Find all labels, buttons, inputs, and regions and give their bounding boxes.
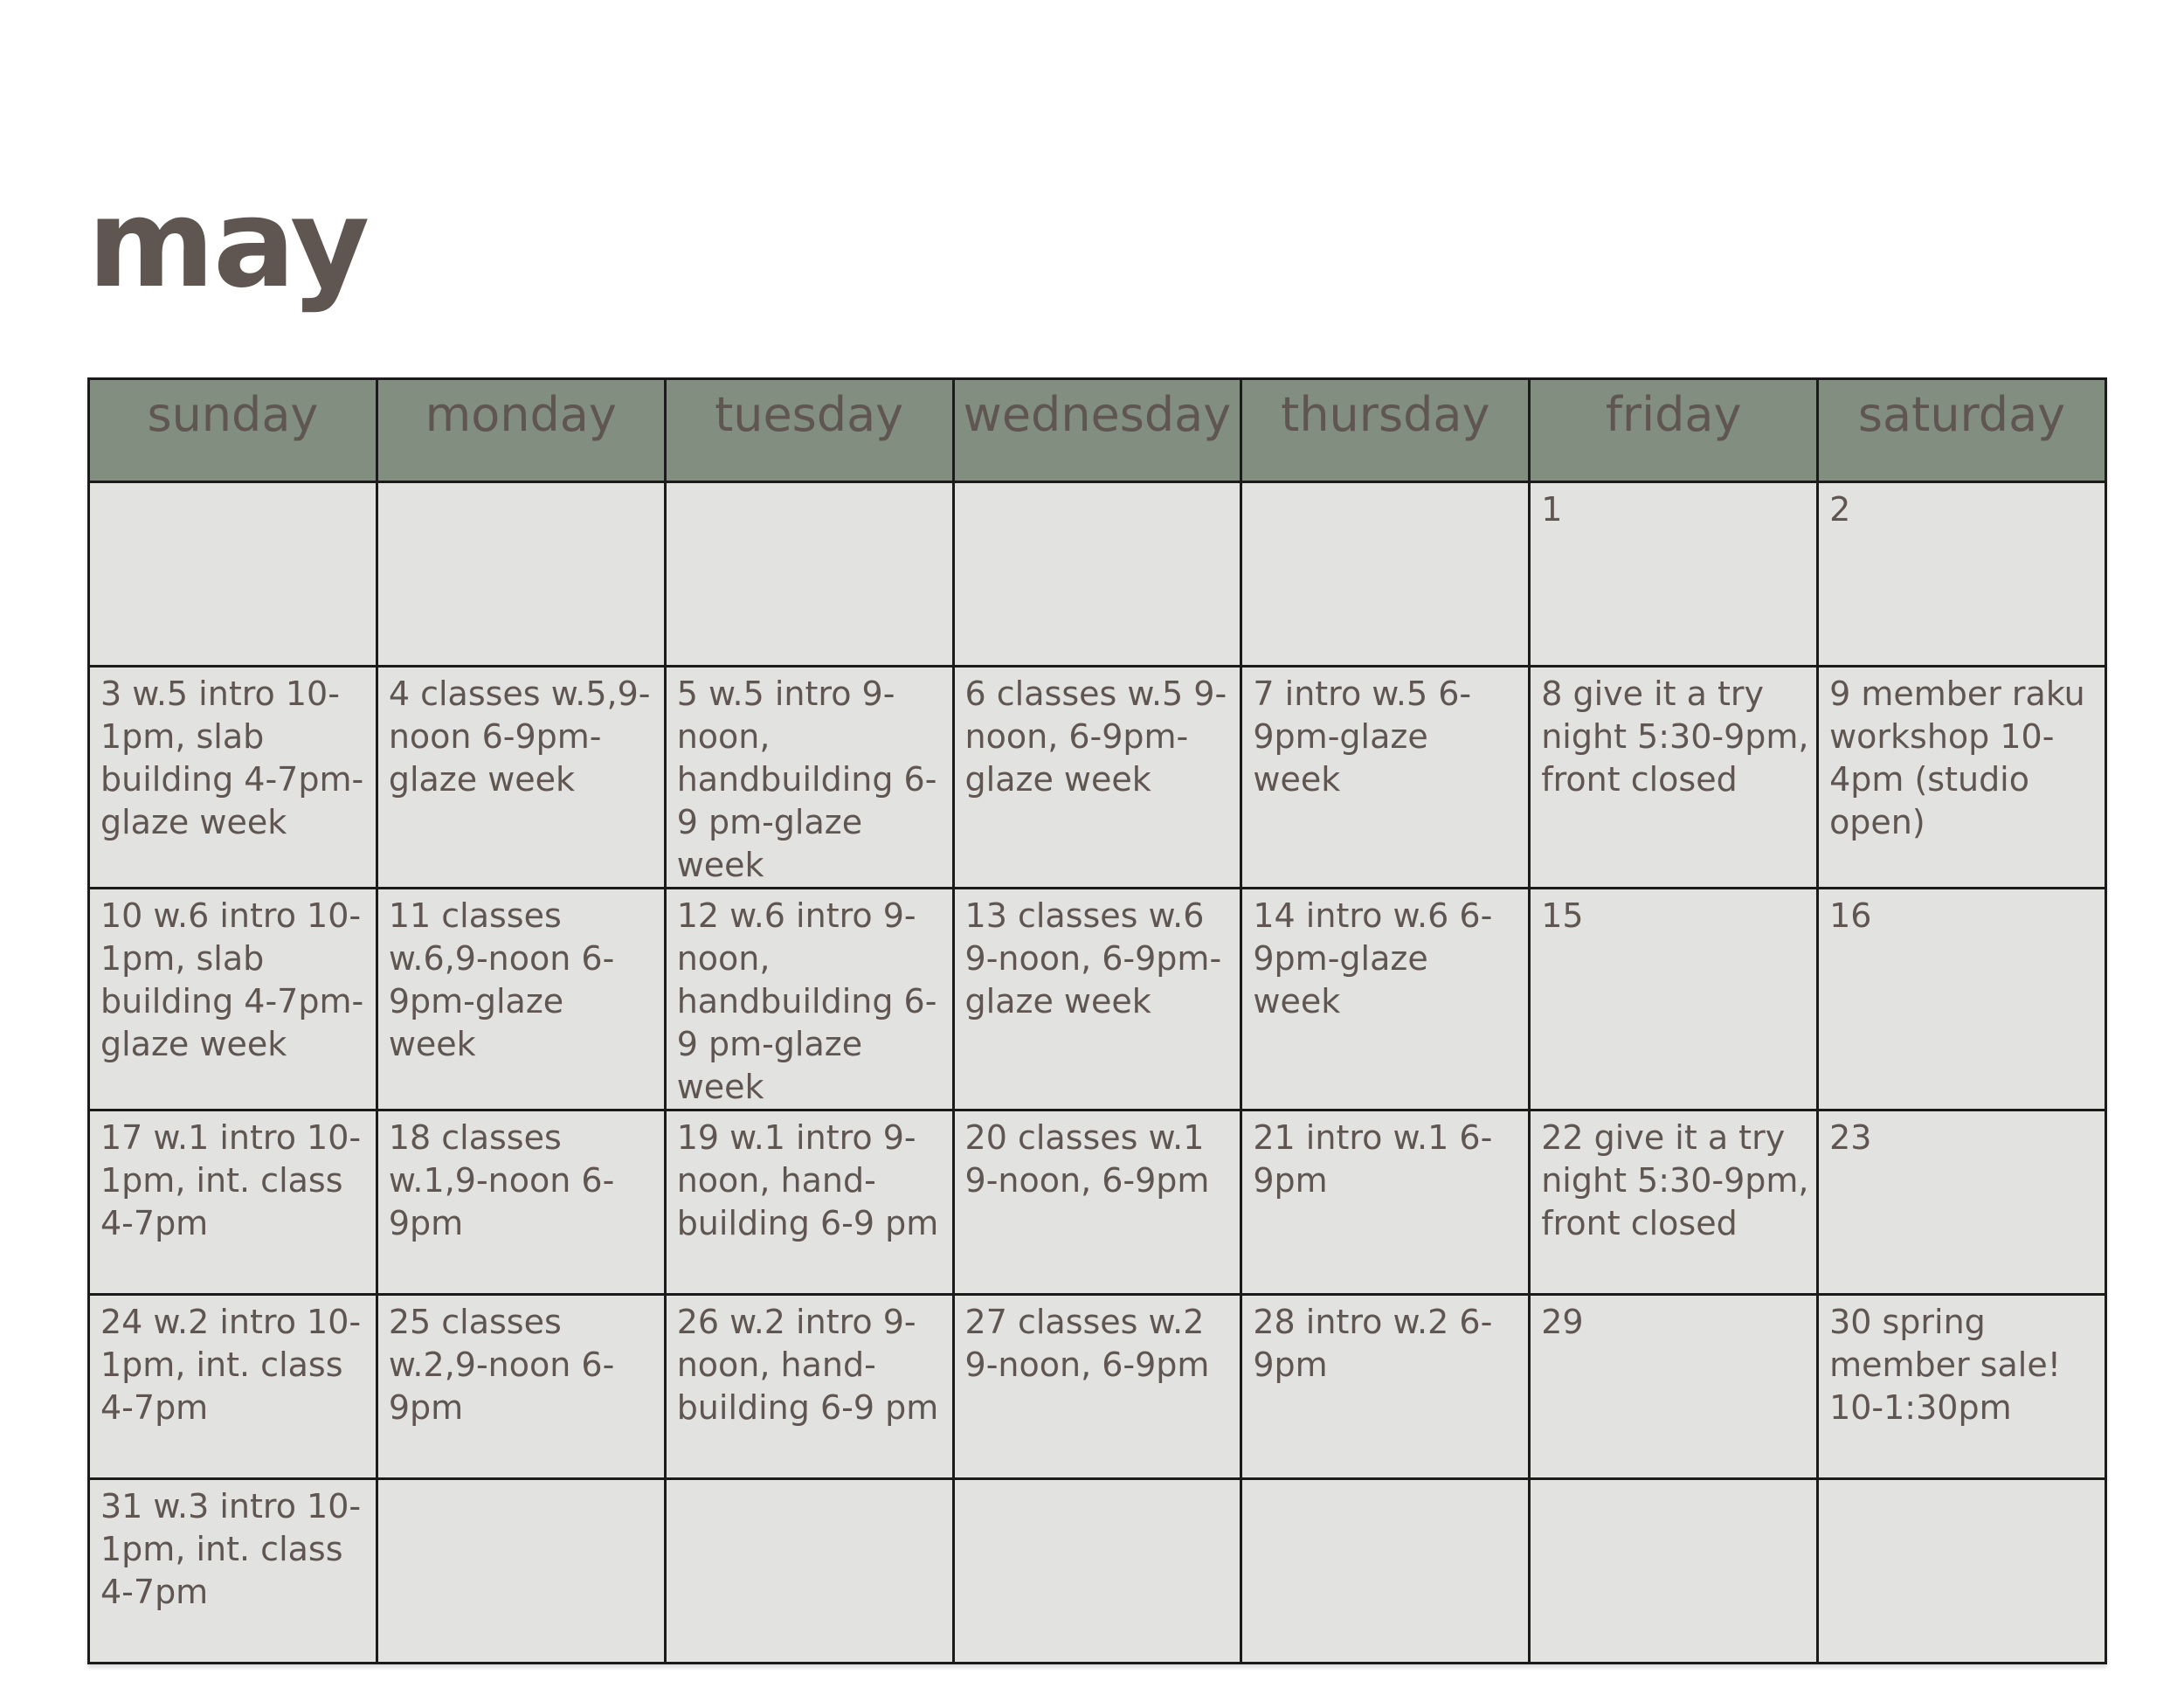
day-cell [1818,482,2106,667]
month-title: may [87,173,369,315]
day-cell-text: 20 classes w.1 9-noon, 6-9pm [964,1118,1210,1200]
day-cell-text: 19 w.1 intro 9-noon, hand-building 6-9 pm [676,1118,939,1242]
day-cell-text: 4 classes w.5,9-noon 6-9pm-glaze week [388,675,651,799]
day-cell [665,482,953,667]
day-cell-text: 1 [1541,490,1563,529]
weekday-wednesday: wednesday [953,379,1241,482]
weekday-saturday: saturday [1818,379,2106,482]
day-cell-text: 7 intro w.5 6-9pm-glaze week [1253,675,1472,799]
day-cell [1530,1295,1818,1479]
day-cell-text: 10 w.6 intro 10-1pm, slab building 4-7pm-glaze week [100,896,364,1063]
day-cell-text: 13 classes w.6 9-noon, 6-9pm-glaze week [964,896,1222,1020]
day-cell [1530,482,1818,667]
day-cell [1530,667,1818,889]
day-cell [1241,667,1530,889]
day-cell [89,1110,377,1295]
day-cell-text: 17 w.1 intro 10-1pm, int. class 4-7pm [100,1118,362,1242]
day-cell-text: 30 spring member sale! 10-1:30pm [1829,1303,2061,1427]
day-cell-text: 9 member raku workshop 10-4pm (studio open) [1829,675,2085,841]
weekday-sunday: sunday [89,379,377,482]
day-cell [953,1110,1241,1295]
week-row-4 [89,1110,2106,1295]
weekday-friday: friday [1530,379,1818,482]
day-cell [89,1479,377,1664]
day-cell [1241,1479,1530,1664]
day-cell [1241,482,1530,667]
day-cell-text: 25 classes w.2,9-noon 6-9pm [388,1303,615,1427]
weekday-monday: monday [377,379,665,482]
day-cell [1241,889,1530,1110]
day-cell [377,1295,665,1479]
day-cell-text: 11 classes w.6,9-noon 6-9pm-glaze week [388,896,615,1063]
weekday-header-row [89,379,2106,482]
day-cell [377,1479,665,1664]
day-cell [377,889,665,1110]
day-cell [953,889,1241,1110]
day-cell [953,1479,1241,1664]
calendar-grid [87,377,2107,1664]
day-cell-text: 31 w.3 intro 10-1pm, int. class 4-7pm [100,1487,362,1611]
day-cell-text: 8 give it a try night 5:30-9pm, front closed [1541,675,1809,799]
day-cell [1530,1479,1818,1664]
day-cell [1818,667,2106,889]
day-cell-text: 5 w.5 intro 9-noon, handbuilding 6-9 pm-glaze week [676,675,937,884]
week-row-1 [89,482,2106,667]
day-cell [1530,1110,1818,1295]
day-cell [1530,889,1818,1110]
day-cell [953,667,1241,889]
day-cell-text: 28 intro w.2 6-9pm [1253,1303,1493,1384]
week-row-3 [89,889,2106,1110]
day-cell [377,1110,665,1295]
day-cell [89,667,377,889]
day-cell [1818,1110,2106,1295]
day-cell-text: 29 [1541,1303,1584,1341]
day-cell-text: 6 classes w.5 9-noon, 6-9pm-glaze week [964,675,1227,799]
day-cell-text: 23 [1829,1118,1872,1157]
day-cell [89,482,377,667]
week-row-5 [89,1295,2106,1479]
day-cell-text: 26 w.2 intro 9-noon, hand-building 6-9 pm [676,1303,939,1427]
day-cell-text: 2 [1829,490,1851,529]
day-cell-text: 15 [1541,896,1584,935]
day-cell-text: 27 classes w.2 9-noon, 6-9pm [964,1303,1210,1384]
weekday-tuesday: tuesday [665,379,953,482]
day-cell [1818,1295,2106,1479]
day-cell [665,667,953,889]
day-cell [665,1479,953,1664]
day-cell [1241,1295,1530,1479]
day-cell [665,889,953,1110]
day-cell-text: 3 w.5 intro 10-1pm, slab building 4-7pm-glaze week [100,675,364,841]
day-cell-text: 14 intro w.6 6-9pm-glaze week [1253,896,1493,1020]
day-cell [953,482,1241,667]
day-cell [1241,1110,1530,1295]
week-row-2 [89,667,2106,889]
day-cell-text: 16 [1829,896,1872,935]
day-cell [1818,1479,2106,1664]
day-cell [377,482,665,667]
day-cell [89,1295,377,1479]
day-cell-text: 18 classes w.1,9-noon 6-9pm [388,1118,615,1242]
day-cell [377,667,665,889]
day-cell [1818,889,2106,1110]
week-row-6 [89,1479,2106,1664]
day-cell [89,889,377,1110]
day-cell-text: 21 intro w.1 6-9pm [1253,1118,1493,1200]
day-cell [953,1295,1241,1479]
day-cell-text: 12 w.6 intro 9-noon, handbuilding 6-9 pm-glaze week [676,896,937,1106]
day-cell-text: 22 give it a try night 5:30-9pm, front closed [1541,1118,1809,1242]
day-cell [665,1110,953,1295]
day-cell [665,1295,953,1479]
day-cell-text: 24 w.2 intro 10-1pm, int. class 4-7pm [100,1303,362,1427]
weekday-thursday: thursday [1241,379,1530,482]
